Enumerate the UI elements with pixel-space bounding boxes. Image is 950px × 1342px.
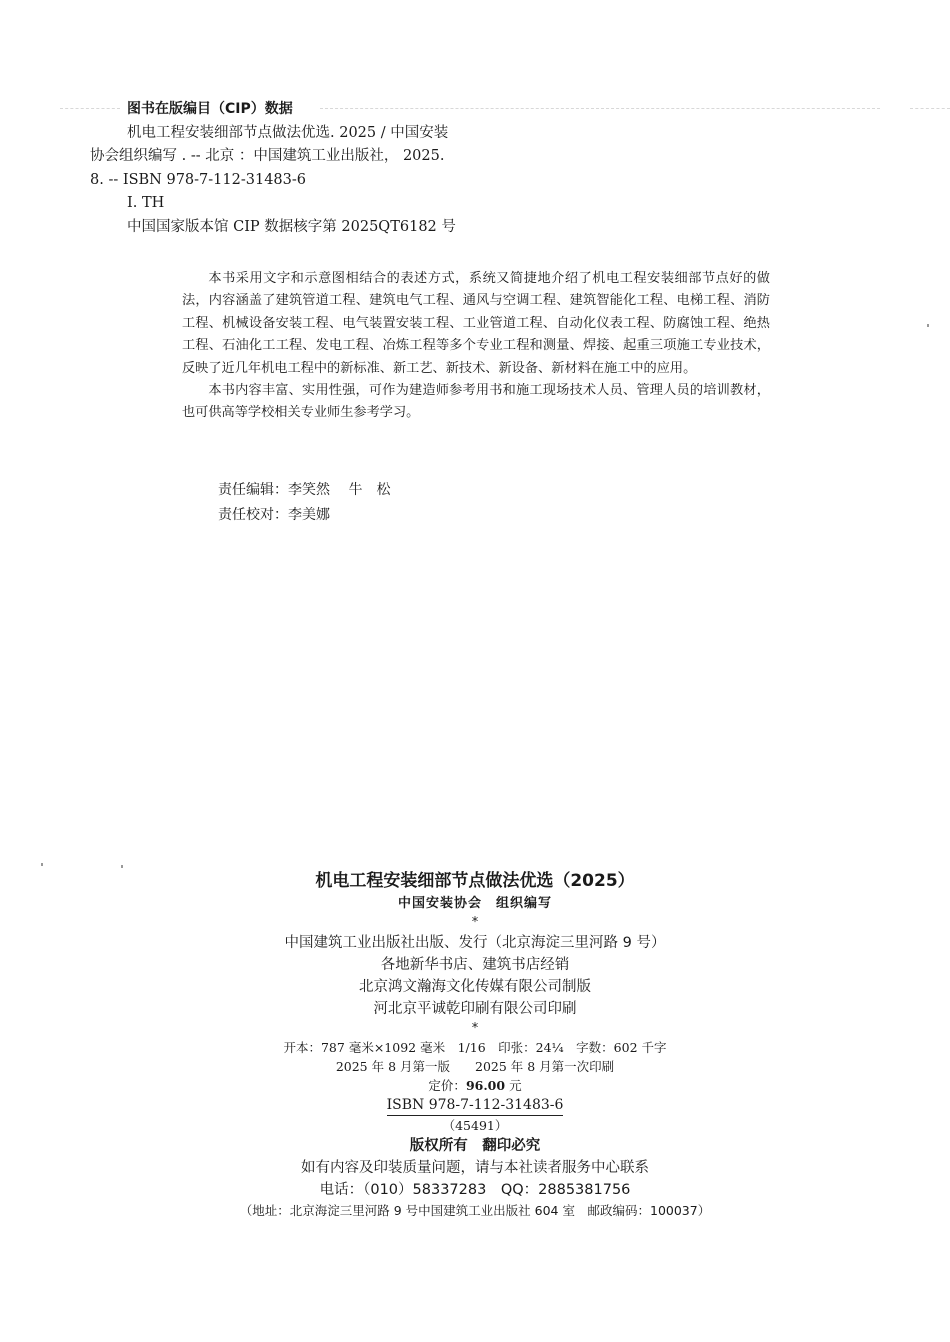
- printer-line: 河北京平诚乾印刷有限公司印刷: [373, 1001, 577, 1017]
- abstract-paragraph: 本书内容丰富、实用性强，可作为建造师参考用书和施工现场技术人员、管理人员的培训教材，也可供高等学校相关专业师生参考学习。: [182, 383, 770, 421]
- scan-speck: [121, 865, 123, 868]
- book-abstract: [182, 268, 770, 425]
- cip-line: 机电工程安装细部节点做法优选. 2025 / 中国安装: [127, 124, 449, 141]
- price-unit: 元: [505, 1078, 522, 1093]
- scan-speck: [927, 324, 929, 327]
- cip-data-block: [90, 98, 510, 239]
- isbn: ISBN 978-7-112-31483-6: [387, 1095, 564, 1116]
- editor-label: 责任编辑：: [218, 482, 288, 498]
- abstract-paragraph: 本书采用文字和示意图相结合的表述方式，系统又简捷地介绍了机电工程安装细部节点好的做法，内容涵盖了建筑管道工程、建筑电气工程、通风与空调工程、建筑智能化工程、电梯工程、消防工程、机械设备安装工程、电气装置安装工程、工业管道工程、自动化仪表工程、防腐蚀工程、绝热工程、石油化工工程、发电工程、冶炼工程等多个专业工程和测量、焊接、起重三项施工专业技术，反映了近几年机电工程中的新标准、新工艺、新技术、新设备、新材料在施工中的应用。: [182, 271, 770, 376]
- cip-heading: 图书在版编目（CIP）数据: [127, 101, 293, 117]
- editor-names: 李笑然 牛 松: [288, 482, 391, 498]
- book-code: （45491）: [442, 1118, 508, 1133]
- scan-speck: [41, 863, 43, 866]
- price-line: [180, 1076, 770, 1095]
- distributor-line: 各地新华书店、建筑书店经销: [380, 957, 570, 973]
- service-line: 如有内容及印装质量问题，请与本社读者服务中心联系: [301, 1160, 649, 1176]
- price-value: 96.00: [465, 1078, 506, 1093]
- proofreader-label: 责任校对：: [218, 507, 288, 523]
- phone-line: 电话：（010）58337283 QQ：2885381756: [319, 1182, 631, 1198]
- book-title: 机电工程安装细部节点做法优选（2025）: [315, 871, 635, 891]
- editor-row: [218, 478, 390, 503]
- cip-line: 中国国家版本馆 CIP 数据核字第 2025QT6182 号: [127, 218, 456, 235]
- proofreader-names: 李美娜: [288, 507, 330, 523]
- cip-line: 协会组织编写 . -- 北京 ：中国建筑工业出版社， 2025.: [90, 148, 445, 164]
- proofreader-row: [218, 503, 390, 528]
- publisher-line: 中国建筑工业出版社出版、发行（北京海淀三里河路 9 号）: [284, 935, 666, 951]
- cip-line: Ⅰ. TH: [127, 195, 165, 211]
- colophon-block: [180, 868, 770, 1221]
- editors-block: [218, 478, 390, 528]
- separator-asterisk: *: [471, 915, 479, 930]
- specs-line: 开本：787 毫米×1092 毫米 1/16 印张：24¼ 字数：602 千字: [283, 1040, 667, 1055]
- cip-line: 8. -- ISBN 978-7-112-31483-6: [90, 171, 306, 188]
- separator-asterisk: *: [471, 1021, 479, 1036]
- organizer: 中国安装协会 组织编写: [397, 896, 552, 911]
- price-label: 定价：: [428, 1078, 466, 1093]
- edition-line: 2025 年 8 月第一版 2025 年 8 月第一次印刷: [335, 1059, 615, 1074]
- scan-line: [910, 108, 950, 109]
- copyright-notice: 版权所有 翻印必究: [409, 1138, 541, 1154]
- address-line: （地址：北京海淀三里河路 9 号中国建筑工业出版社 604 室 邮政编码：100037）: [239, 1203, 711, 1218]
- plate-maker-line: 北京鸿文瀚海文化传媒有限公司制版: [359, 979, 591, 995]
